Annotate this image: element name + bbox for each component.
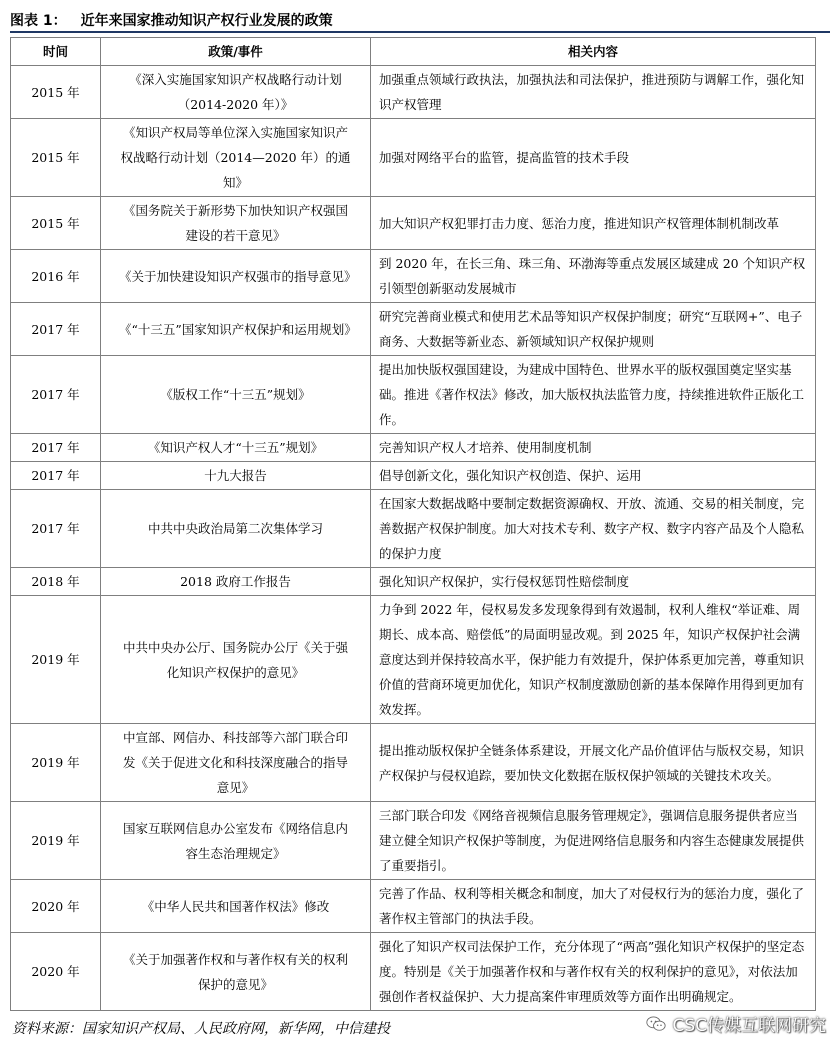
content-cell: 加强对网络平台的监管，提高监管的技术手段	[371, 119, 816, 197]
table-row	[11, 197, 816, 250]
content-cell: 加大知识产权犯罪打击力度、惩治力度，推进知识产权管理体制机制改革	[371, 197, 816, 250]
year-cell: 2017 年	[11, 303, 101, 356]
header-content: 相关内容	[371, 38, 816, 66]
wechat-icon	[646, 1015, 666, 1033]
policy-cell: 中共中央政治局第二次集体学习	[101, 490, 371, 568]
watermark-text: CSC传媒互联网研究	[672, 1016, 826, 1036]
table-row	[11, 462, 816, 490]
policy-cell: 《版权工作“十三五”规划》	[101, 356, 371, 434]
policy-cell: 国家互联网信息办公室发布《网络信息内容生态治理规定》	[101, 802, 371, 880]
year-cell: 2019 年	[11, 724, 101, 802]
policy-cell: 十九大报告	[101, 462, 371, 490]
content-cell: 强化知识产权保护，实行侵权惩罚性赔偿制度	[371, 568, 816, 596]
policy-cell: 中宣部、网信办、科技部等六部门联合印发《关于促进文化和科技深度融合的指导意见》	[101, 724, 371, 802]
table-row	[11, 356, 816, 434]
content-cell: 完善了作品、权利等相关概念和制度，加大了对侵权行为的惩治力度，强化了著作权主管部门的执法手段。	[371, 880, 816, 933]
policy-cell: 《关于加强著作权和与著作权有关的权利保护的意见》	[101, 933, 371, 1011]
year-cell: 2019 年	[11, 802, 101, 880]
year-cell: 2017 年	[11, 462, 101, 490]
policy-cell: 《中华人民共和国著作权法》修改	[101, 880, 371, 933]
policy-cell: 《深入实施国家知识产权战略行动计划（2014-2020 年）》	[101, 66, 371, 119]
content-cell: 三部门联合印发《网络音视频信息服务管理规定》，强调信息服务提供者应当建立健全知识产权保护等制度，为促进网络信息服务和内容生态健康发展提供了重要指引。	[371, 802, 816, 880]
content-cell: 提出加快版权强国建设，为建成中国特色、世界水平的版权强国奠定坚实基础。推进《著作权法》修改，加大版权执法监管力度，持续推进软件正版化工作。	[371, 356, 816, 434]
figure-label: 图表 1：	[10, 13, 67, 29]
policy-cell: 《国务院关于新形势下加快知识产权强国建设的若干意见》	[101, 197, 371, 250]
year-cell: 2020 年	[11, 880, 101, 933]
year-cell: 2017 年	[11, 490, 101, 568]
table-row	[11, 568, 816, 596]
table-row	[11, 66, 816, 119]
content-cell: 研究完善商业模式和使用艺术品等知识产权保护制度；研究“互联网+”、电子商务、大数据等新业态、新领域知识产权保护规则	[371, 303, 816, 356]
year-cell: 2018 年	[11, 568, 101, 596]
year-cell: 2020 年	[11, 933, 101, 1011]
table-row	[11, 119, 816, 197]
table-row	[11, 802, 816, 880]
table-row	[11, 250, 816, 303]
figure-title-text: 近年来国家推动知识产权行业发展的政策	[80, 13, 333, 29]
table-row	[11, 724, 816, 802]
title-rule	[10, 31, 830, 33]
year-cell: 2017 年	[11, 356, 101, 434]
header-policy: 政策/事件	[101, 38, 371, 66]
table-row	[11, 933, 816, 1011]
table-header-row	[11, 38, 816, 66]
content-cell: 在国家大数据战略中要制定数据资源确权、开放、流通、交易的相关制度，完善数据产权保护制度。加大对技术专利、数字产权、数字内容产品及个人隐私的保护力度	[371, 490, 816, 568]
content-cell: 倡导创新文化，强化知识产权创造、保护、运用	[371, 462, 816, 490]
content-cell: 强化了知识产权司法保护工作，充分体现了“两高”强化知识产权保护的坚定态度。特别是《关于加强著作权和与著作权有关的权利保护的意见》，对依法加强创作者权益保护、大力提高案件审理质效等方面作出明确规定。	[371, 933, 816, 1011]
watermark	[646, 1011, 826, 1036]
year-cell: 2016 年	[11, 250, 101, 303]
figure-title	[10, 10, 333, 30]
source-note: 资料来源：国家知识产权局、人民政府网，新华网，中信建投	[12, 1021, 390, 1037]
policy-cell: 《知识产权局等单位深入实施国家知识产权战略行动计划（2014—2020 年）的通知》	[101, 119, 371, 197]
year-cell: 2017 年	[11, 434, 101, 462]
policy-cell: 《知识产权人才“十三五”规划》	[101, 434, 371, 462]
year-cell: 2015 年	[11, 119, 101, 197]
content-cell: 完善知识产权人才培养、使用制度机制	[371, 434, 816, 462]
table-row	[11, 490, 816, 568]
policy-cell: 2018 政府工作报告	[101, 568, 371, 596]
year-cell: 2015 年	[11, 197, 101, 250]
table-row	[11, 880, 816, 933]
content-cell: 到 2020 年，在长三角、珠三角、环渤海等重点发展区域建成 20 个知识产权引领型创新驱动发展城市	[371, 250, 816, 303]
content-cell: 力争到 2022 年，侵权易发多发现象得到有效遏制，权利人维权“举证难、周期长、成本高、赔偿低”的局面明显改观。到 2025 年，知识产权保护社会满意度达到并保持较高水平，保护能力有效提升，保护体系更加完善，尊重知识价值的营商环境更加优化，知识产权制度激励创新的基本保障作用得到更加有效发挥。	[371, 596, 816, 724]
policy-cell: 中共中央办公厅、国务院办公厅《关于强化知识产权保护的意见》	[101, 596, 371, 724]
year-cell: 2019 年	[11, 596, 101, 724]
header-time: 时间	[11, 38, 101, 66]
table-row	[11, 596, 816, 724]
table-row	[11, 303, 816, 356]
table-row	[11, 434, 816, 462]
content-cell: 提出推动版权保护全链条体系建设，开展文化产品价值评估与版权交易，知识产权保护与侵权追踪，要加快文化数据在版权保护领域的关键技术攻关。	[371, 724, 816, 802]
year-cell: 2015 年	[11, 66, 101, 119]
policy-cell: 《“十三五”国家知识产权保护和运用规划》	[101, 303, 371, 356]
content-cell: 加强重点领域行政执法，加强执法和司法保护，推进预防与调解工作，强化知识产权管理	[371, 66, 816, 119]
policy-cell: 《关于加快建设知识产权强市的指导意见》	[101, 250, 371, 303]
policy-table	[10, 37, 816, 1011]
